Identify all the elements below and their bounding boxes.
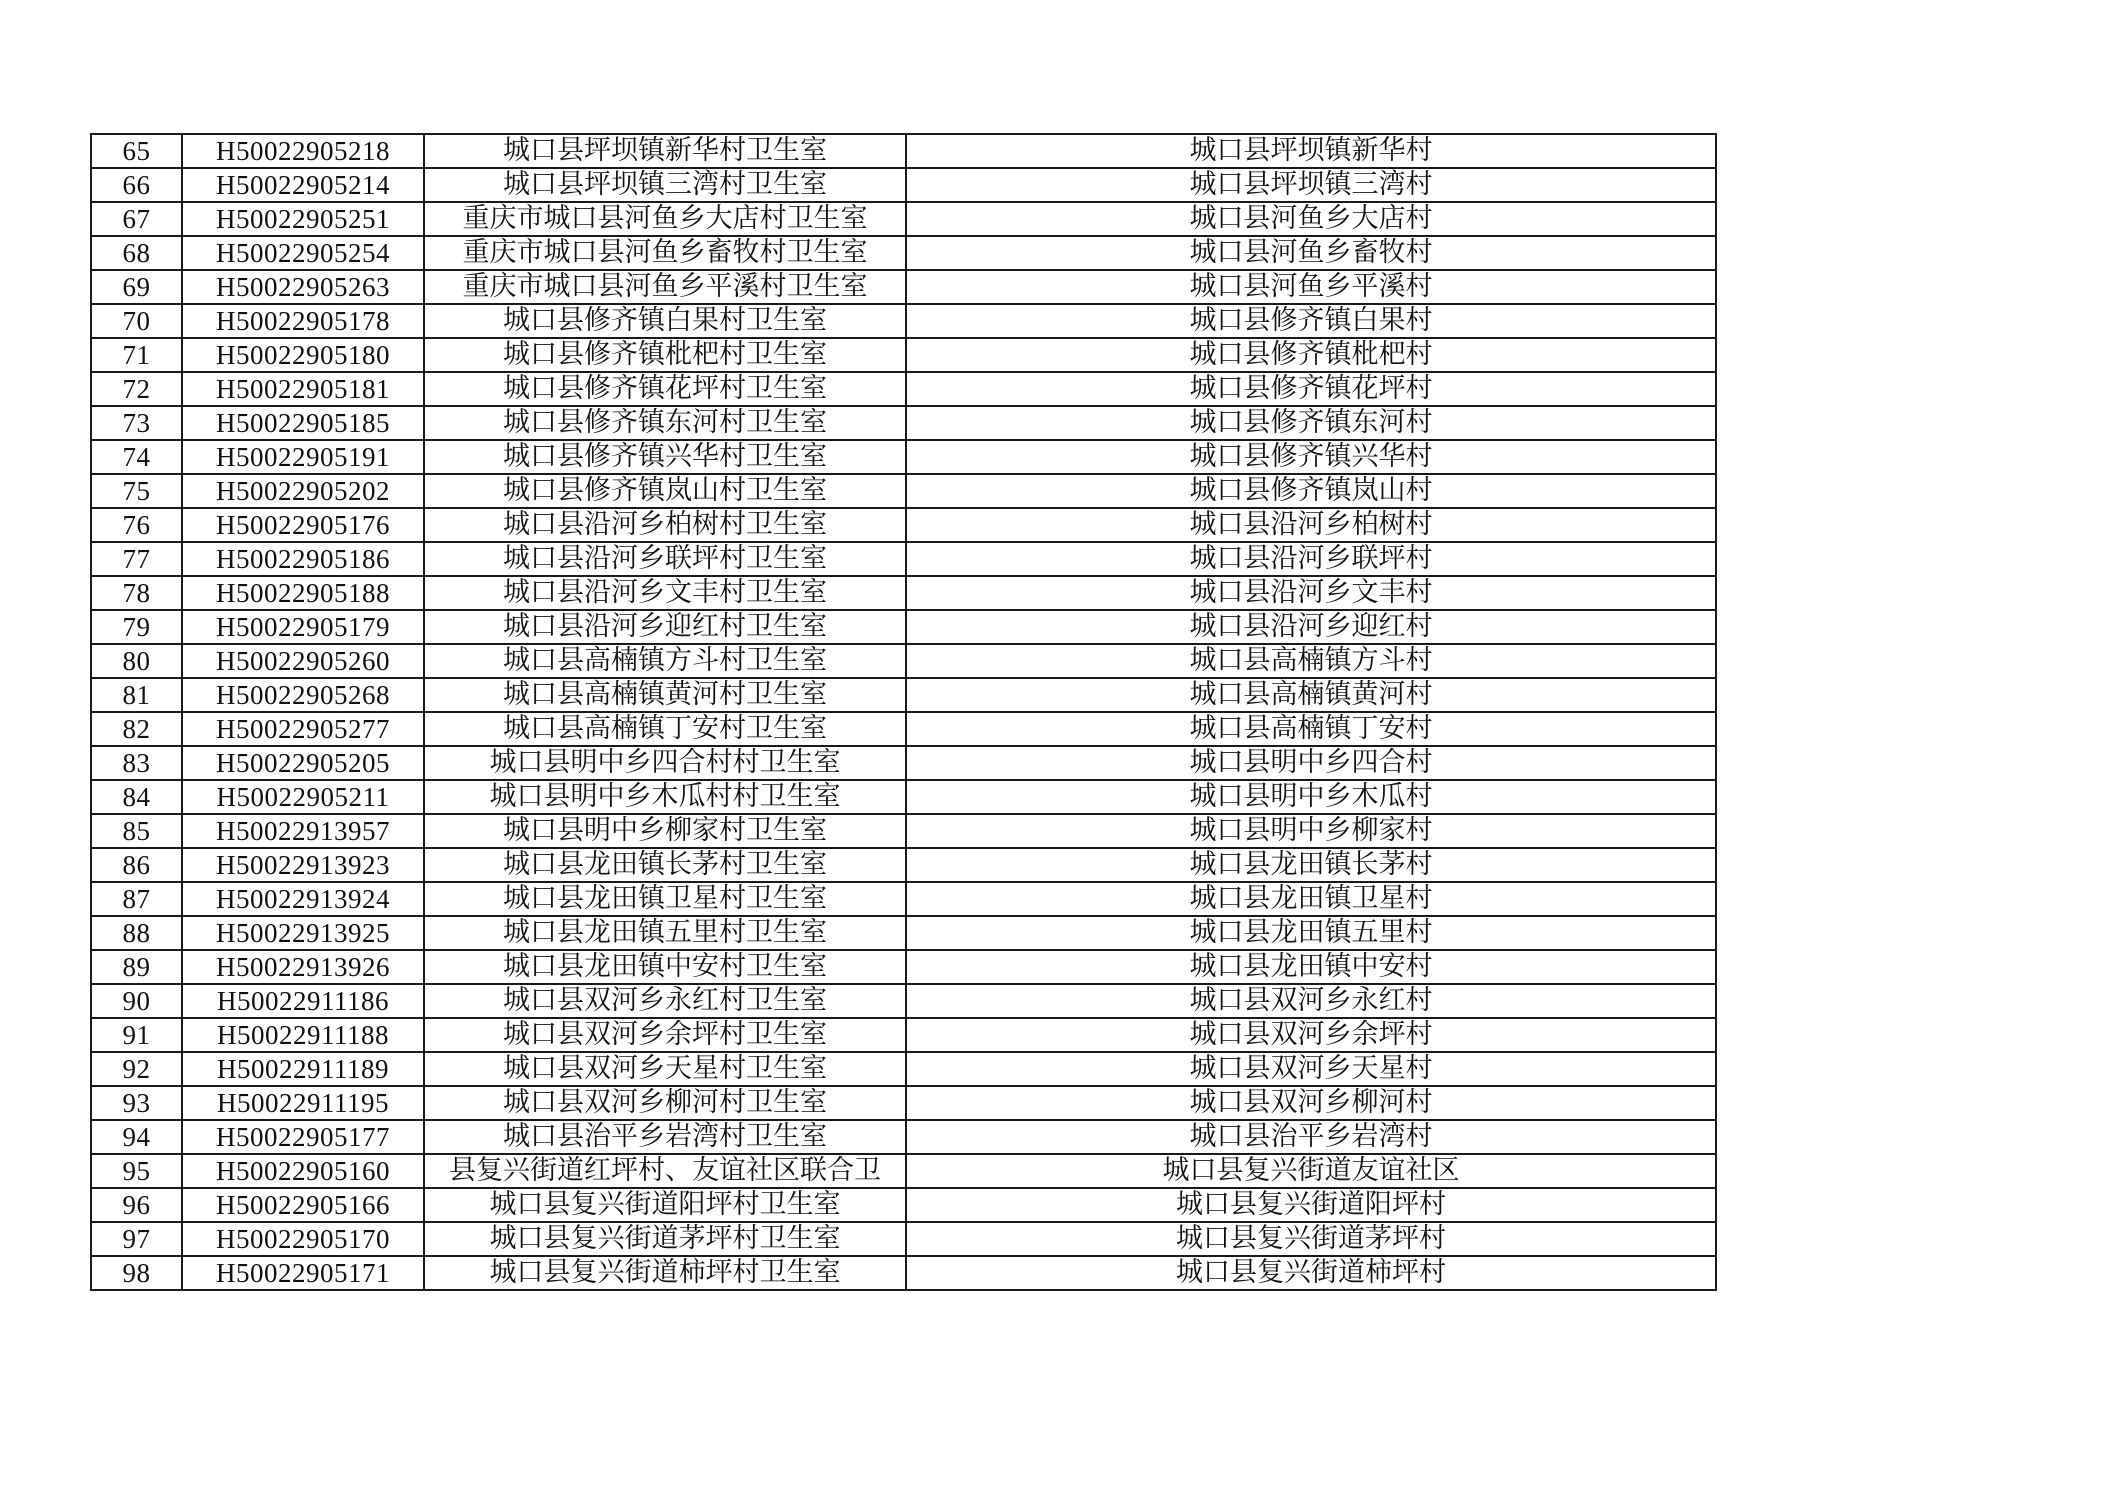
clinic-address-cell: 城口县修齐镇枇杷村 [906, 338, 1716, 372]
clinic-address-cell: 城口县沿河乡迎红村 [906, 610, 1716, 644]
table-row [91, 1256, 1716, 1290]
clinic-name-cell: 城口县高楠镇丁安村卫生室 [424, 712, 906, 746]
clinic-address-cell: 城口县治平乡岩湾村 [906, 1120, 1716, 1154]
registry-table-body [91, 134, 1716, 1290]
row-number-cell: 86 [91, 848, 182, 882]
clinic-name-cell: 城口县明中乡木瓜村村卫生室 [424, 780, 906, 814]
row-number-cell: 88 [91, 916, 182, 950]
table-row [91, 406, 1716, 440]
clinic-name-cell: 城口县修齐镇东河村卫生室 [424, 406, 906, 440]
clinic-name-cell: 城口县双河乡柳河村卫生室 [424, 1086, 906, 1120]
row-number-cell: 95 [91, 1154, 182, 1188]
row-number-cell: 83 [91, 746, 182, 780]
institution-code-cell: H50022905218 [182, 134, 424, 168]
table-row [91, 134, 1716, 168]
clinic-address-cell: 城口县明中乡木瓜村 [906, 780, 1716, 814]
institution-code-cell: H50022905191 [182, 440, 424, 474]
clinic-name-cell: 城口县高楠镇方斗村卫生室 [424, 644, 906, 678]
clinic-name-cell: 城口县复兴街道柿坪村卫生室 [424, 1256, 906, 1290]
clinic-address-cell: 城口县双河乡柳河村 [906, 1086, 1716, 1120]
table-row [91, 304, 1716, 338]
clinic-name-cell: 城口县修齐镇枇杷村卫生室 [424, 338, 906, 372]
institution-code-cell: H50022905171 [182, 1256, 424, 1290]
institution-code-cell: H50022913957 [182, 814, 424, 848]
table-row [91, 780, 1716, 814]
row-number-cell: 66 [91, 168, 182, 202]
institution-code-cell: H50022905214 [182, 168, 424, 202]
institution-code-cell: H50022905263 [182, 270, 424, 304]
clinic-address-cell: 城口县双河乡天星村 [906, 1052, 1716, 1086]
clinic-name-cell: 城口县修齐镇花坪村卫生室 [424, 372, 906, 406]
clinic-address-cell: 城口县双河乡永红村 [906, 984, 1716, 1018]
institution-code-cell: H50022905177 [182, 1120, 424, 1154]
row-number-cell: 93 [91, 1086, 182, 1120]
table-row [91, 236, 1716, 270]
table-row [91, 746, 1716, 780]
table-row [91, 372, 1716, 406]
table-row [91, 984, 1716, 1018]
row-number-cell: 91 [91, 1018, 182, 1052]
clinic-name-cell: 城口县双河乡余坪村卫生室 [424, 1018, 906, 1052]
row-number-cell: 80 [91, 644, 182, 678]
institution-code-cell: H50022905160 [182, 1154, 424, 1188]
institution-code-cell: H50022905185 [182, 406, 424, 440]
row-number-cell: 67 [91, 202, 182, 236]
institution-code-cell: H50022905176 [182, 508, 424, 542]
clinic-name-cell: 城口县龙田镇长茅村卫生室 [424, 848, 906, 882]
row-number-cell: 90 [91, 984, 182, 1018]
table-row [91, 644, 1716, 678]
institution-code-cell: H50022911186 [182, 984, 424, 1018]
clinic-name-cell: 重庆市城口县河鱼乡大店村卫生室 [424, 202, 906, 236]
clinic-address-cell: 城口县高楠镇丁安村 [906, 712, 1716, 746]
table-row [91, 338, 1716, 372]
clinic-address-cell: 城口县龙田镇长茅村 [906, 848, 1716, 882]
clinic-name-cell: 城口县治平乡岩湾村卫生室 [424, 1120, 906, 1154]
clinic-name-cell: 城口县明中乡四合村村卫生室 [424, 746, 906, 780]
row-number-cell: 71 [91, 338, 182, 372]
row-number-cell: 81 [91, 678, 182, 712]
clinic-address-cell: 城口县龙田镇中安村 [906, 950, 1716, 984]
clinic-address-cell: 城口县双河乡余坪村 [906, 1018, 1716, 1052]
clinic-name-cell: 城口县复兴街道阳坪村卫生室 [424, 1188, 906, 1222]
clinic-name-cell: 城口县坪坝镇新华村卫生室 [424, 134, 906, 168]
institution-code-cell: H50022911195 [182, 1086, 424, 1120]
table-row [91, 474, 1716, 508]
clinic-address-cell: 城口县修齐镇东河村 [906, 406, 1716, 440]
table-row [91, 950, 1716, 984]
clinic-name-cell: 县复兴街道红坪村、友谊社区联合卫 [424, 1154, 906, 1188]
row-number-cell: 68 [91, 236, 182, 270]
row-number-cell: 92 [91, 1052, 182, 1086]
row-number-cell: 69 [91, 270, 182, 304]
table-row [91, 576, 1716, 610]
clinic-address-cell: 城口县沿河乡柏树村 [906, 508, 1716, 542]
clinic-name-cell: 城口县沿河乡联坪村卫生室 [424, 542, 906, 576]
clinic-address-cell: 城口县复兴街道茅坪村 [906, 1222, 1716, 1256]
clinic-name-cell: 城口县沿河乡迎红村卫生室 [424, 610, 906, 644]
institution-code-cell: H50022905211 [182, 780, 424, 814]
institution-code-cell: H50022905277 [182, 712, 424, 746]
row-number-cell: 85 [91, 814, 182, 848]
clinic-address-cell: 城口县沿河乡文丰村 [906, 576, 1716, 610]
row-number-cell: 89 [91, 950, 182, 984]
clinic-name-cell: 重庆市城口县河鱼乡畜牧村卫生室 [424, 236, 906, 270]
table-row [91, 1222, 1716, 1256]
table-row [91, 1188, 1716, 1222]
table-row [91, 712, 1716, 746]
institution-code-cell: H50022911189 [182, 1052, 424, 1086]
table-row [91, 542, 1716, 576]
clinic-name-cell: 城口县双河乡天星村卫生室 [424, 1052, 906, 1086]
clinic-name-cell: 城口县复兴街道茅坪村卫生室 [424, 1222, 906, 1256]
clinic-address-cell: 城口县复兴街道柿坪村 [906, 1256, 1716, 1290]
table-row [91, 168, 1716, 202]
clinic-name-cell: 城口县坪坝镇三湾村卫生室 [424, 168, 906, 202]
table-row [91, 848, 1716, 882]
table-row [91, 440, 1716, 474]
clinic-address-cell: 城口县坪坝镇三湾村 [906, 168, 1716, 202]
institution-code-cell: H50022905188 [182, 576, 424, 610]
table-row [91, 610, 1716, 644]
table-row [91, 1052, 1716, 1086]
row-number-cell: 78 [91, 576, 182, 610]
clinic-name-cell: 城口县沿河乡文丰村卫生室 [424, 576, 906, 610]
row-number-cell: 76 [91, 508, 182, 542]
institution-code-cell: H50022911188 [182, 1018, 424, 1052]
institution-code-cell: H50022913926 [182, 950, 424, 984]
clinic-address-cell: 城口县河鱼乡平溪村 [906, 270, 1716, 304]
table-row [91, 1018, 1716, 1052]
clinic-address-cell: 城口县明中乡柳家村 [906, 814, 1716, 848]
institution-code-cell: H50022905186 [182, 542, 424, 576]
table-row [91, 678, 1716, 712]
table-row [91, 270, 1716, 304]
clinic-address-cell: 城口县高楠镇方斗村 [906, 644, 1716, 678]
table-row [91, 202, 1716, 236]
institution-code-cell: H50022905260 [182, 644, 424, 678]
row-number-cell: 72 [91, 372, 182, 406]
row-number-cell: 96 [91, 1188, 182, 1222]
clinic-name-cell: 城口县修齐镇兴华村卫生室 [424, 440, 906, 474]
clinic-name-cell: 城口县龙田镇中安村卫生室 [424, 950, 906, 984]
clinic-address-cell: 城口县高楠镇黄河村 [906, 678, 1716, 712]
clinic-address-cell: 城口县复兴街道友谊社区 [906, 1154, 1716, 1188]
clinic-address-cell: 城口县龙田镇卫星村 [906, 882, 1716, 916]
institution-code-cell: H50022913924 [182, 882, 424, 916]
row-number-cell: 65 [91, 134, 182, 168]
row-number-cell: 79 [91, 610, 182, 644]
institution-code-cell: H50022905180 [182, 338, 424, 372]
clinic-address-cell: 城口县坪坝镇新华村 [906, 134, 1716, 168]
clinic-address-cell: 城口县修齐镇白果村 [906, 304, 1716, 338]
clinic-address-cell: 城口县修齐镇兴华村 [906, 440, 1716, 474]
row-number-cell: 84 [91, 780, 182, 814]
institution-code-cell: H50022905202 [182, 474, 424, 508]
clinic-name-cell: 城口县修齐镇白果村卫生室 [424, 304, 906, 338]
institution-code-cell: H50022905181 [182, 372, 424, 406]
institution-code-cell: H50022905178 [182, 304, 424, 338]
clinic-address-cell: 城口县龙田镇五里村 [906, 916, 1716, 950]
institution-code-cell: H50022905166 [182, 1188, 424, 1222]
clinic-name-cell: 城口县龙田镇五里村卫生室 [424, 916, 906, 950]
institution-code-cell: H50022913925 [182, 916, 424, 950]
institution-code-cell: H50022905205 [182, 746, 424, 780]
row-number-cell: 82 [91, 712, 182, 746]
clinic-name-cell: 城口县龙田镇卫星村卫生室 [424, 882, 906, 916]
table-row [91, 508, 1716, 542]
row-number-cell: 77 [91, 542, 182, 576]
institution-code-cell: H50022905251 [182, 202, 424, 236]
table-row [91, 882, 1716, 916]
row-number-cell: 74 [91, 440, 182, 474]
clinic-name-cell: 城口县沿河乡柏树村卫生室 [424, 508, 906, 542]
institution-code-cell: H50022913923 [182, 848, 424, 882]
clinic-address-cell: 城口县河鱼乡畜牧村 [906, 236, 1716, 270]
clinic-registry-table [90, 133, 1717, 1291]
institution-code-cell: H50022905179 [182, 610, 424, 644]
institution-code-cell: H50022905254 [182, 236, 424, 270]
row-number-cell: 73 [91, 406, 182, 440]
institution-code-cell: H50022905170 [182, 1222, 424, 1256]
row-number-cell: 70 [91, 304, 182, 338]
table-row [91, 1086, 1716, 1120]
table-row [91, 814, 1716, 848]
clinic-address-cell: 城口县修齐镇岚山村 [906, 474, 1716, 508]
clinic-name-cell: 城口县高楠镇黄河村卫生室 [424, 678, 906, 712]
row-number-cell: 94 [91, 1120, 182, 1154]
clinic-name-cell: 城口县双河乡永红村卫生室 [424, 984, 906, 1018]
clinic-address-cell: 城口县沿河乡联坪村 [906, 542, 1716, 576]
institution-code-cell: H50022905268 [182, 678, 424, 712]
clinic-address-cell: 城口县河鱼乡大店村 [906, 202, 1716, 236]
clinic-address-cell: 城口县明中乡四合村 [906, 746, 1716, 780]
row-number-cell: 97 [91, 1222, 182, 1256]
table-row [91, 1154, 1716, 1188]
clinic-address-cell: 城口县修齐镇花坪村 [906, 372, 1716, 406]
clinic-name-cell: 城口县明中乡柳家村卫生室 [424, 814, 906, 848]
clinic-name-cell: 重庆市城口县河鱼乡平溪村卫生室 [424, 270, 906, 304]
table-row [91, 916, 1716, 950]
row-number-cell: 98 [91, 1256, 182, 1290]
row-number-cell: 87 [91, 882, 182, 916]
clinic-name-cell: 城口县修齐镇岚山村卫生室 [424, 474, 906, 508]
table-row [91, 1120, 1716, 1154]
row-number-cell: 75 [91, 474, 182, 508]
clinic-address-cell: 城口县复兴街道阳坪村 [906, 1188, 1716, 1222]
